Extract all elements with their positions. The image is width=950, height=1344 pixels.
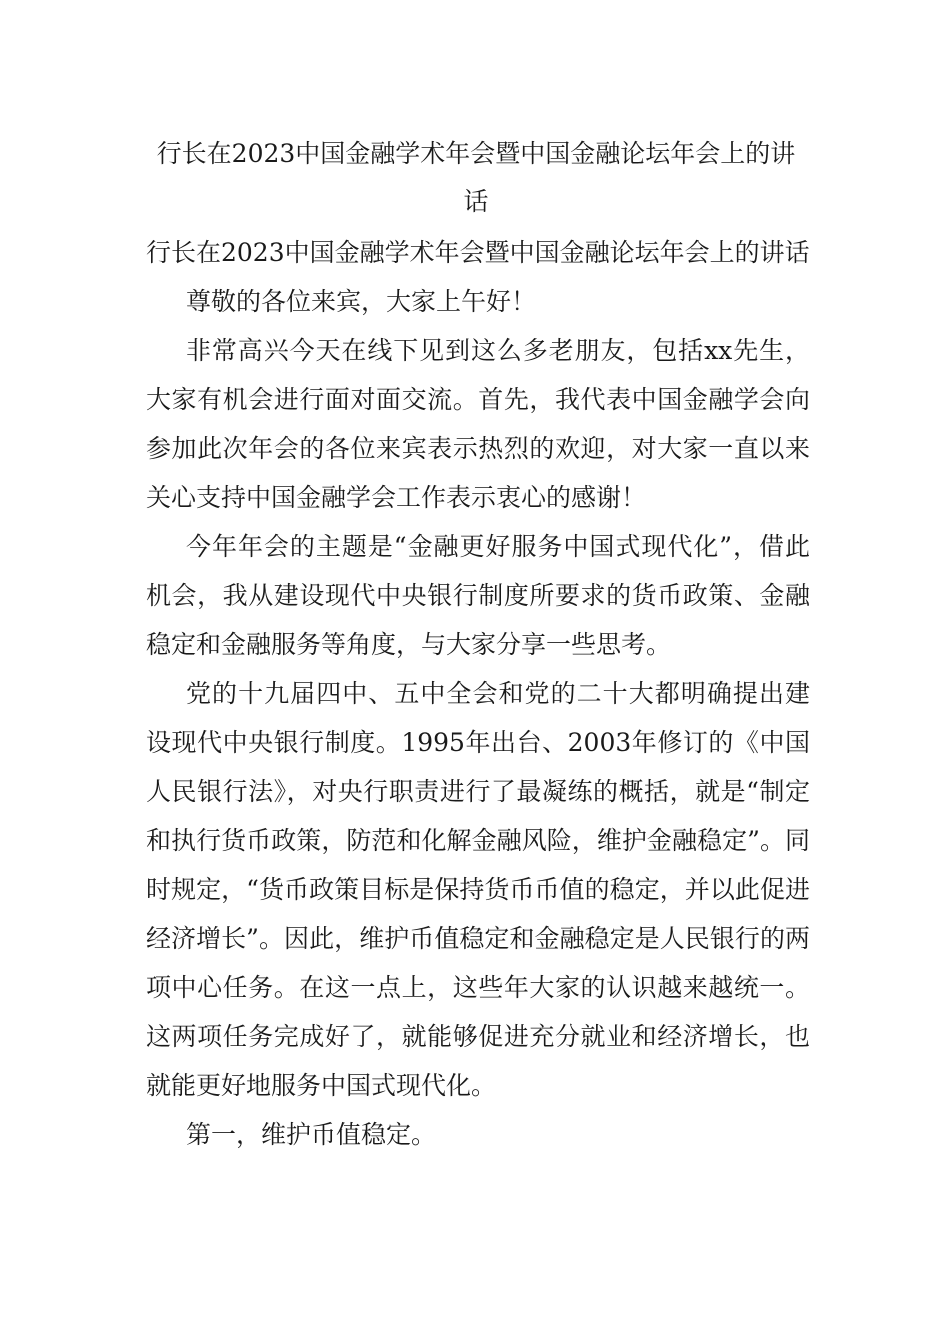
paragraph-section-one: 第一，维护币值稳定。 bbox=[186, 1120, 437, 1149]
paragraph-theme: 今年年会的主题是“金融更好服务中国式现代化”，借此机会，我从建设现代中央银行制度所要求的货币政策、金融稳定和金融服务等角度，与大家分享一些思考。 bbox=[146, 532, 810, 659]
paragraph-central-bank: 党的十九届四中、五中全会和党的二十大都明确提出建设现代中央银行制度。1995年出台、2003年修订的《中国人民银行法》，对央行职责进行了最凝练的概括，就是“制定和执行货币政策，防范和化解金融风险，维护金融稳定”。同时规定，“货币政策目标是保持货币币值的稳定，并以此促进经济增长”。因此，维护币值稳定和金融稳定是人民银行的两项中心任务。在这一点上，这些年大家的认识越来越统一。这两项任务完成好了，就能够促进充分就业和经济增长，也就能更好地服务中国式现代化。 bbox=[146, 679, 810, 1100]
document-subtitle: 行长在2023中国金融学术年会暨中国金融论坛年会上的讲话 bbox=[146, 238, 810, 267]
paragraph-greeting: 尊敬的各位来宾，大家上午好！ bbox=[186, 287, 537, 316]
paragraph-welcome: 非常高兴今天在线下见到这么多老朋友，包括xx先生，大家有机会进行面对面交流。首先，我代表中国金融学会向参加此次年会的各位来宾表示热烈的欢迎，对大家一直以来关心支持中国金融学会工作表示衷心的感谢！ bbox=[146, 336, 810, 512]
document-body bbox=[146, 228, 810, 1159]
document-title: 行长在2023中国金融学术年会暨中国金融论坛年会上的讲话 bbox=[156, 139, 796, 216]
